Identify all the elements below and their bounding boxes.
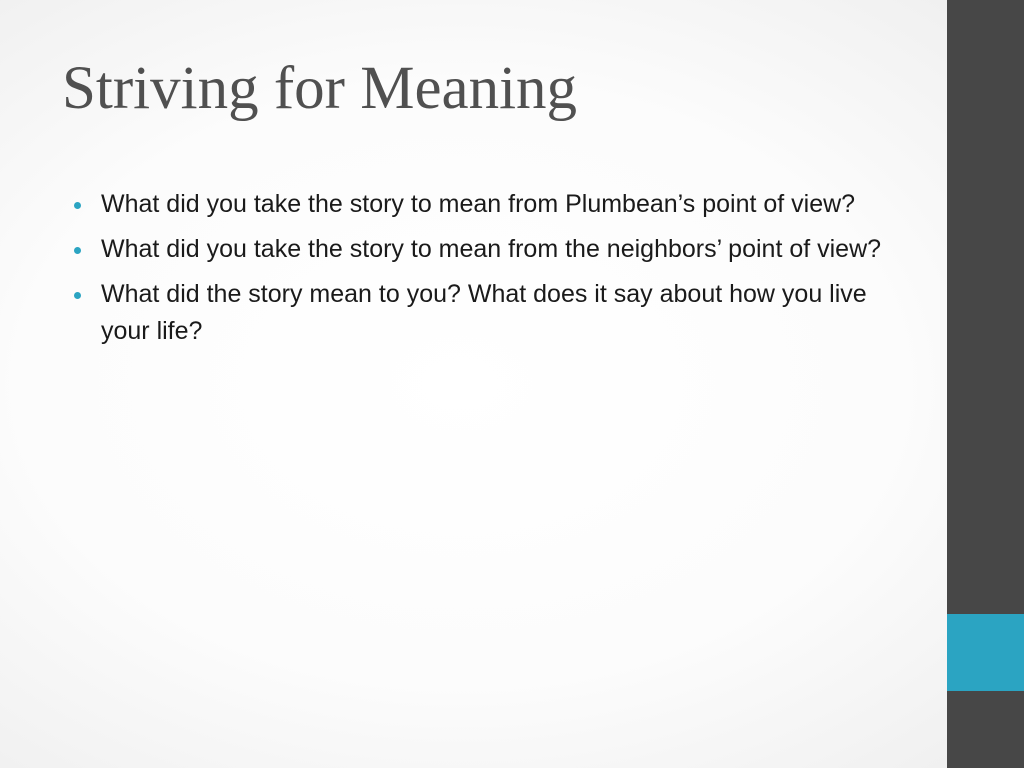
bullet-dot-icon (74, 247, 81, 254)
sidebar-bar (947, 0, 1024, 768)
slide-title: Striving for Meaning (62, 55, 578, 122)
bullet-list (74, 186, 904, 358)
bullet-item (74, 231, 904, 268)
bullet-dot-icon (74, 292, 81, 299)
bullet-text: What did the story mean to you? What does it say about how you live your life? (101, 280, 867, 345)
bullet-item (74, 186, 904, 223)
bullet-text: What did you take the story to mean from Plumbean’s point of view? (101, 190, 856, 218)
bullet-dot-icon (74, 202, 81, 209)
bullet-item (74, 276, 904, 350)
sidebar-accent-block (947, 614, 1024, 691)
bullet-text: What did you take the story to mean from the neighbors’ point of view? (101, 235, 882, 263)
